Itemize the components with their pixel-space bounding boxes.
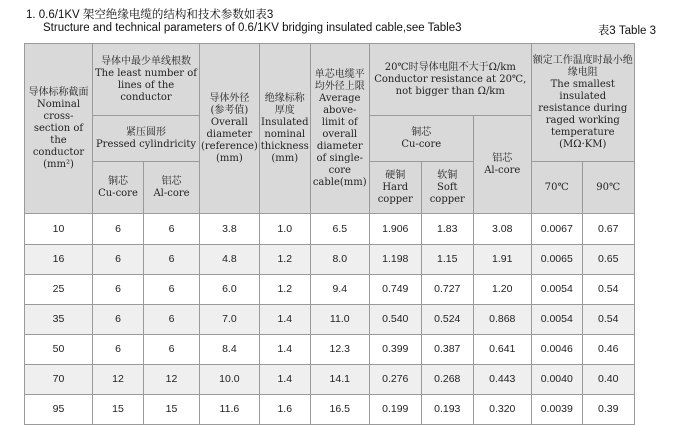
header-insulation-en: Insulated nominal thickness: [260, 116, 309, 152]
cell-diameter: 4.8: [200, 245, 260, 275]
cell-res-90: 0.65: [582, 245, 634, 275]
table-row: [25, 365, 635, 395]
cell-soft-copper: 1.83: [421, 214, 473, 245]
header-cu-core-cn: 铜芯: [108, 175, 128, 187]
header-insulation-unit: (mm): [271, 152, 299, 164]
cell-hard-copper: 0.540: [369, 305, 421, 335]
cell-avg-diameter: 9.4: [310, 275, 369, 305]
header-pressed-cn: 紧压圆形: [126, 126, 166, 138]
title-english: Structure and technical parameters of 0.6/1KV bridging insulated cable,see Table3: [43, 22, 462, 34]
header-insulation: [259, 44, 310, 214]
header-res-cu-en: Cu-core: [401, 138, 442, 150]
cell-insulation: 1.0: [259, 214, 310, 245]
cell-al-resistance: 0.641: [473, 335, 531, 365]
header-hard-copper: [369, 162, 421, 214]
cell-cu-wires: 6: [93, 305, 144, 335]
header-res-cu: [369, 116, 473, 162]
cell-avg-diameter: 6.5: [310, 214, 369, 245]
header-min-insulation-res-cn: 额定工作温度时最小绝缘电阻: [532, 54, 633, 78]
header-pressed: [93, 116, 200, 162]
cell-al-wires: 15: [144, 395, 200, 425]
header-insulation-cn: 绝缘标称: [264, 92, 305, 104]
header-soft-copper-en: Soft copper: [429, 181, 465, 205]
cell-cu-wires: 6: [93, 245, 144, 275]
cell-soft-copper: 0.727: [421, 275, 473, 305]
cell-res-90: 0.54: [582, 305, 634, 335]
cell-insulation: 1.6: [259, 395, 310, 425]
cell-insulation: 1.2: [259, 245, 310, 275]
cell-avg-diameter: 16.5: [310, 395, 369, 425]
cell-diameter: 11.6: [200, 395, 260, 425]
header-min-insulation-res: [531, 44, 634, 162]
header-soft-copper: [421, 162, 473, 214]
table-row: [25, 245, 635, 275]
cable-spec-table: [24, 43, 635, 425]
table-row: [25, 275, 635, 305]
cell-section: 70: [25, 365, 93, 395]
header-al-core-cn: 铝芯: [161, 175, 182, 187]
header-resistance-cn: 20℃时导体电阻不大于Ω/km: [384, 61, 516, 73]
header-avg-diameter-en: Average above-limit of overall diameter of single-core cable(mm): [312, 92, 367, 188]
header-res-al: [473, 116, 531, 214]
cell-avg-diameter: 8.0: [310, 245, 369, 275]
header-res-cu-cn: 铜芯: [411, 126, 432, 138]
header-min-insulation-res-unit: (MΩ·KM): [559, 138, 607, 150]
header-cu-core-en: Cu-core: [98, 187, 138, 199]
cell-al-wires: 6: [144, 305, 200, 335]
header-temp-90: 90℃: [582, 162, 634, 214]
cell-insulation: 1.4: [259, 335, 310, 365]
cell-insulation: 1.2: [259, 275, 310, 305]
cell-insulation: 1.4: [259, 305, 310, 335]
cell-cu-wires: 6: [93, 214, 144, 245]
header-al-core-en: Al-core: [153, 187, 190, 199]
cell-res-70: 0.0054: [531, 305, 582, 335]
cell-diameter: 3.8: [200, 214, 260, 245]
cell-al-wires: 12: [144, 365, 200, 395]
table-header: [25, 44, 635, 214]
table-row: [25, 214, 635, 245]
header-res-al-en: Al-core: [484, 164, 521, 176]
cell-res-90: 0.40: [582, 365, 634, 395]
cell-al-wires: 6: [144, 245, 200, 275]
cell-section: 25: [25, 275, 93, 305]
cell-soft-copper: 0.268: [421, 365, 473, 395]
cell-diameter: 8.4: [200, 335, 260, 365]
header-cross-section-cn: 导体标称截面: [28, 86, 89, 98]
cell-hard-copper: 0.199: [369, 395, 421, 425]
header-min-wires: [93, 44, 200, 116]
header-min-insulation-res-en: The smallest insulated resistance during raged working temperature: [538, 78, 628, 138]
header-res-al-cn: 铝芯: [492, 152, 513, 164]
cell-hard-copper: 1.198: [369, 245, 421, 275]
header-overall-diameter-en: Overall diameter (reference): [201, 116, 258, 152]
cell-res-70: 0.0054: [531, 275, 582, 305]
cell-al-resistance: 1.20: [473, 275, 531, 305]
header-min-wires-cn: 导体中最少单线根数: [101, 55, 191, 67]
cell-res-70: 0.0039: [531, 395, 582, 425]
cell-section: 10: [25, 214, 93, 245]
cell-hard-copper: 0.276: [369, 365, 421, 395]
header-hard-copper-cn: 硬铜: [385, 169, 406, 181]
cell-soft-copper: 0.193: [421, 395, 473, 425]
header-overall-diameter-cn: 导体外径: [209, 92, 250, 104]
cell-al-resistance: 0.443: [473, 365, 531, 395]
cell-res-70: 0.0067: [531, 214, 582, 245]
cell-al-resistance: 3.08: [473, 214, 531, 245]
header-pressed-en: Pressed cylindricity: [95, 138, 197, 150]
cell-cu-wires: 12: [93, 365, 144, 395]
table-row: [25, 395, 635, 425]
header-soft-copper-cn: 软铜: [437, 169, 458, 181]
cell-cu-wires: 6: [93, 335, 144, 365]
header-overall-diameter-cn2: (参考值): [210, 104, 249, 116]
header-insulation-cn2: 厚度: [274, 104, 295, 116]
cell-diameter: 6.0: [200, 275, 260, 305]
cell-al-wires: 6: [144, 214, 200, 245]
table-row: [25, 335, 635, 365]
table-row: [25, 305, 635, 335]
header-cross-section-unit: (mm²): [43, 158, 74, 170]
header-overall-diameter: [200, 44, 260, 214]
header-al-core: [144, 162, 200, 214]
cell-res-90: 0.39: [582, 395, 634, 425]
header-resistance-en: Conductor resistance at 20℃, not bigger than Ω/km: [374, 73, 527, 97]
cell-hard-copper: 0.399: [369, 335, 421, 365]
cell-avg-diameter: 12.3: [310, 335, 369, 365]
header-avg-diameter-cn: 单芯电缆平均外径上限: [314, 68, 365, 92]
cell-diameter: 7.0: [200, 305, 260, 335]
cell-section: 95: [25, 395, 93, 425]
header-cross-section-en: Nominal cross-section of the conductor: [32, 98, 85, 158]
header-temp-70: 70℃: [531, 162, 582, 214]
title-chinese: 1. 0.6/1KV 架空绝缘电缆的结构和技术参数如表3: [26, 9, 274, 21]
cell-al-wires: 6: [144, 335, 200, 365]
header-min-wires-en: The least number of lines of the conductor: [95, 67, 197, 103]
header-resistance: [369, 44, 531, 116]
table-body: [25, 214, 635, 425]
cell-soft-copper: 0.524: [421, 305, 473, 335]
cell-res-70: 0.0065: [531, 245, 582, 275]
cell-hard-copper: 1.906: [369, 214, 421, 245]
cell-soft-copper: 0.387: [421, 335, 473, 365]
cell-insulation: 1.4: [259, 365, 310, 395]
cell-soft-copper: 1.15: [421, 245, 473, 275]
cell-al-resistance: 0.868: [473, 305, 531, 335]
cell-avg-diameter: 11.0: [310, 305, 369, 335]
header-avg-diameter: [310, 44, 369, 214]
cell-al-resistance: 0.320: [473, 395, 531, 425]
cell-hard-copper: 0.749: [369, 275, 421, 305]
cell-res-70: 0.0040: [531, 365, 582, 395]
cell-al-resistance: 1.91: [473, 245, 531, 275]
header-hard-copper-en: Hard copper: [377, 181, 413, 205]
cell-res-90: 0.46: [582, 335, 634, 365]
cell-section: 35: [25, 305, 93, 335]
header-overall-diameter-unit: (mm): [215, 152, 243, 164]
cell-res-90: 0.54: [582, 275, 634, 305]
cell-al-wires: 6: [144, 275, 200, 305]
cell-cu-wires: 6: [93, 275, 144, 305]
cell-avg-diameter: 14.1: [310, 365, 369, 395]
cell-res-90: 0.67: [582, 214, 634, 245]
header-cu-core: [93, 162, 144, 214]
cell-diameter: 10.0: [200, 365, 260, 395]
cell-cu-wires: 15: [93, 395, 144, 425]
header-cross-section: [25, 44, 93, 214]
cell-res-70: 0.0046: [531, 335, 582, 365]
cell-section: 50: [25, 335, 93, 365]
table-label: 表3 Table 3: [597, 25, 656, 37]
cell-section: 16: [25, 245, 93, 275]
